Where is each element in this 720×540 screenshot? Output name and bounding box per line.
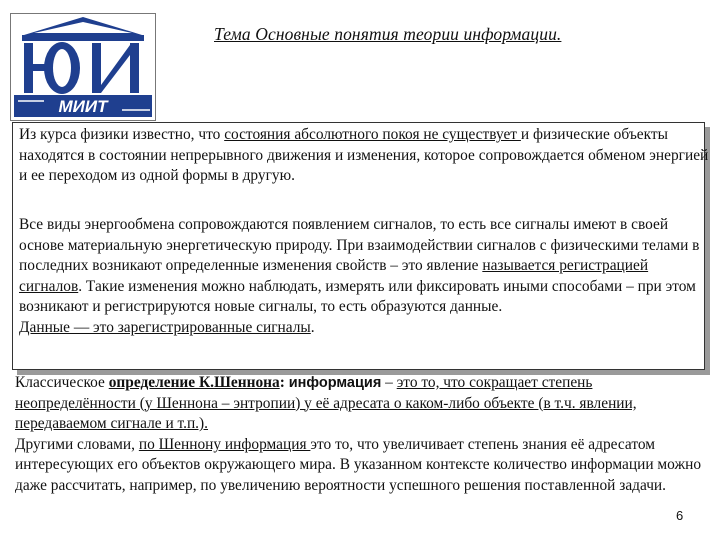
text-span: Классическое	[15, 374, 109, 391]
term-information: информация	[288, 375, 382, 391]
text-span: :	[279, 374, 289, 391]
logo	[10, 13, 156, 121]
shannon-definition: определение К.Шеннона	[108, 374, 280, 391]
text-span: и физические объекты находятся в состоянии непрерывного движения и изменения, которое сопровождается обменом энергией и ее переходом из одной формы в другую.	[19, 126, 709, 184]
text-span: Из курса физики известно, что	[19, 126, 225, 143]
page-title: Тема Основные понятия теории информации.	[214, 24, 562, 44]
logo-graphic	[10, 13, 156, 121]
underlined-text: это то, что сокращает степень неопределённости (у Шеннона – энтропии) у её адресата о каком-либо объекте (в т.ч. явлении, передаваемом сигнале и т.п.).	[15, 374, 637, 433]
paragraph-shannon	[15, 373, 715, 497]
logo-word: МИИТ	[58, 97, 108, 116]
paragraph-signals	[19, 215, 709, 338]
text-span: –	[381, 374, 397, 391]
page-number: 6	[676, 508, 684, 523]
text-span: . Такие изменения можно наблюдать, измерять или фиксировать иными способами – при этом возникают и регистрируются новые сигналы, то есть образуются данные.	[19, 277, 696, 315]
text-span: Другими словами,	[15, 435, 139, 453]
text-span: это то, что увеличивает степень знания её адресатом интересующих его объектов окружающего мира. В указанном контексте количество информации можно даже рассчитать, например, по увеличению вероятности успешного решения поставленной задачи.	[15, 435, 702, 494]
underlined-text: состояния абсолютного покоя не существует	[224, 126, 521, 143]
definition-data: Данные — это зарегистрированные сигналы	[19, 318, 311, 336]
paragraph-physics	[19, 125, 709, 187]
underlined-text: называется регистрацией сигналов	[19, 257, 649, 295]
text-span: Все виды энергообмена сопровождаются появлением сигналов, то есть все сигналы имеют в своей основе материальную энергетическую природу. При взаимодействии сигналов с физическими телами в последних возникают определенные изменения свойств – это явление	[19, 216, 700, 274]
text-span: .	[310, 318, 315, 336]
underlined-text: по Шеннону информация	[138, 435, 311, 453]
